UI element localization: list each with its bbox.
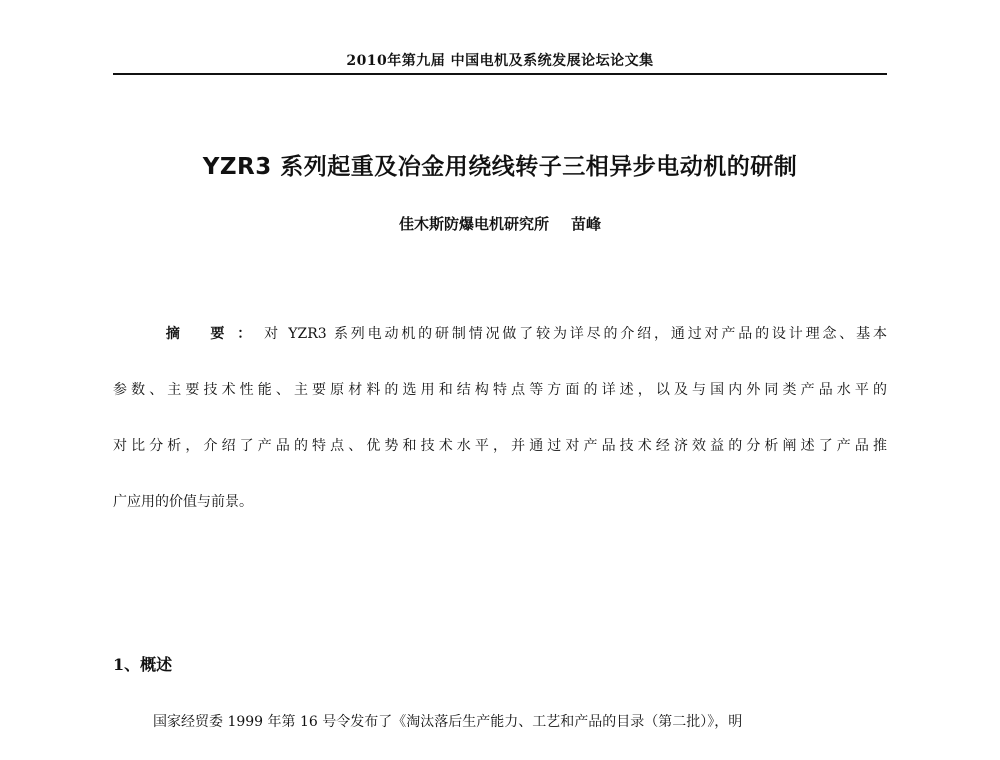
abstract-text-1: 对 YZR3 系列电动机的研制情况做了较为详尽的介绍，通过对产品的设计理念、基本 [264, 326, 887, 342]
author-line [0, 213, 1000, 234]
author-name: 苗峰 [571, 215, 602, 233]
body-paragraph [113, 710, 887, 734]
abstract-line-1 [113, 306, 887, 362]
abstract-line-2: 参数、主要技术性能、主要原材料的选用和结构特点等方面的详述，以及与国内外同类产品水平的 [113, 382, 887, 398]
body-text-line: 国家经贸委 1999 年第 16 号令发布了《淘汰落后生产能力、工艺和产品的目录（第二批）》，明 [153, 714, 743, 730]
running-header: 2010年第九届 中国电机及系统发展论坛论文集 [346, 53, 654, 69]
abstract-line-3: 对比分析，介绍了产品的特点、优势和技术水平，并通过对产品技术经济效益的分析阐述了产品推 [113, 438, 887, 454]
section-heading: 1、概述 [113, 655, 173, 674]
abstract [113, 306, 887, 530]
abstract-line-4: 广应用的价值与前景。 [113, 494, 253, 510]
header-rule [113, 73, 887, 75]
paper-title: YZR3 系列起重及冶金用绕线转子三相异步电动机的研制 [202, 154, 798, 180]
abstract-label: 摘 要： [163, 326, 265, 342]
affiliation: 佳木斯防爆电机研究所 [398, 215, 549, 233]
